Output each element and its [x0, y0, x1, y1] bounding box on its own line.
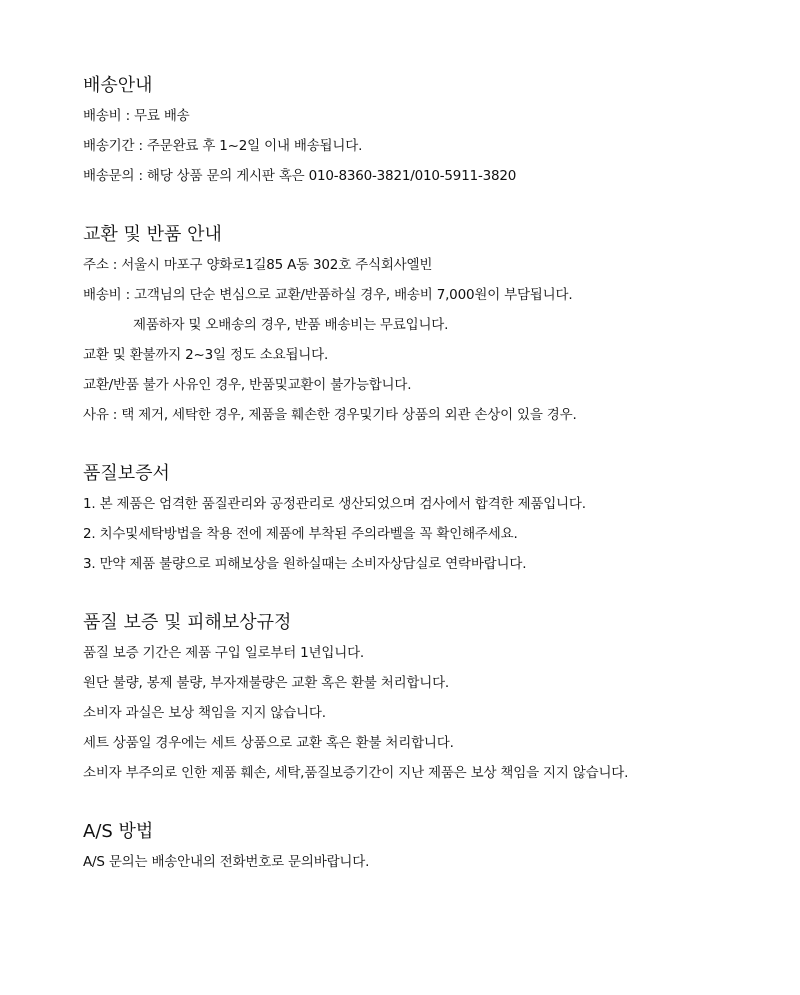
list-item: 3. 만약 제품 불량으로 피해보상을 원하실때는 소비자상담실로 연락바랍니다. [83, 556, 527, 572]
shipping-inquiry: 배송문의 : 해당 상품 문의 게시판 혹은 010-8360-3821/010-5911-3820 [83, 168, 517, 184]
section-title: A/S 방법 [83, 821, 154, 842]
section-shipping [83, 71, 780, 191]
section-title: 품질 보증 및 피해보상규정 [83, 612, 292, 633]
section-title: 품질보증서 [83, 463, 170, 484]
return-address: 주소 : 서울시 마포구 양화로1길85 A동 302호 주식회사엘빈 [83, 257, 433, 273]
return-not-allowed: 교환/반품 불가 사유인 경우, 반품및교환이 불가능합니다. [83, 377, 412, 393]
section-quality-certificate [83, 459, 780, 579]
list-item: 세트 상품일 경우에는 세트 상품으로 교환 혹은 환불 처리합니다. [83, 735, 454, 751]
defect-shipping-note: 제품하자 및 오배송의 경우, 반품 배송비는 무료입니다. [133, 317, 449, 333]
list-item: 소비자 과실은 보상 책임을 지지 않습니다. [83, 705, 326, 721]
section-warranty-compensation [83, 608, 780, 788]
list-item: 소비자 부주의로 인한 제품 훼손, 세탁,품질보증기간이 지난 제품은 보상 책임을 지지 않습니다. [83, 765, 629, 781]
list-item: 1. 본 제품은 엄격한 품질관리와 공정관리로 생산되었으며 검사에서 합격한 제품입니다. [83, 496, 586, 512]
list-item: 품질 보증 기간은 제품 구입 일로부터 1년입니다. [83, 645, 365, 661]
section-title: 배송안내 [83, 75, 153, 96]
shipping-period: 배송기간 : 주문완료 후 1~2일 이내 배송됩니다. [83, 138, 363, 154]
list-item: 원단 불량, 봉제 불량, 부자재불량은 교환 혹은 환불 처리합니다. [83, 675, 450, 691]
section-exchange-return [83, 220, 780, 430]
as-inquiry: A/S 문의는 배송안내의 전화번호로 문의바랍니다. [83, 854, 370, 870]
section-as-method [83, 817, 780, 877]
shipping-fee: 배송비 : 무료 배송 [83, 108, 190, 124]
return-not-allowed-reasons: 사유 : 택 제거, 세탁한 경우, 제품을 훼손한 경우및기타 상품의 외관 손상이 있을 경우. [83, 407, 577, 423]
section-title: 교환 및 반품 안내 [83, 224, 222, 245]
return-shipping-fee: 배송비 : 고객님의 단순 변심으로 교환/반품하실 경우, 배송비 7,000원이 부담됩니다. [83, 287, 573, 303]
product-info-document [83, 71, 780, 877]
list-item: 2. 치수및세탁방법을 착용 전에 제품에 부착된 주의라벨을 꼭 확인해주세요. [83, 526, 518, 542]
refund-period: 교환 및 환불까지 2~3일 정도 소요됩니다. [83, 347, 329, 363]
